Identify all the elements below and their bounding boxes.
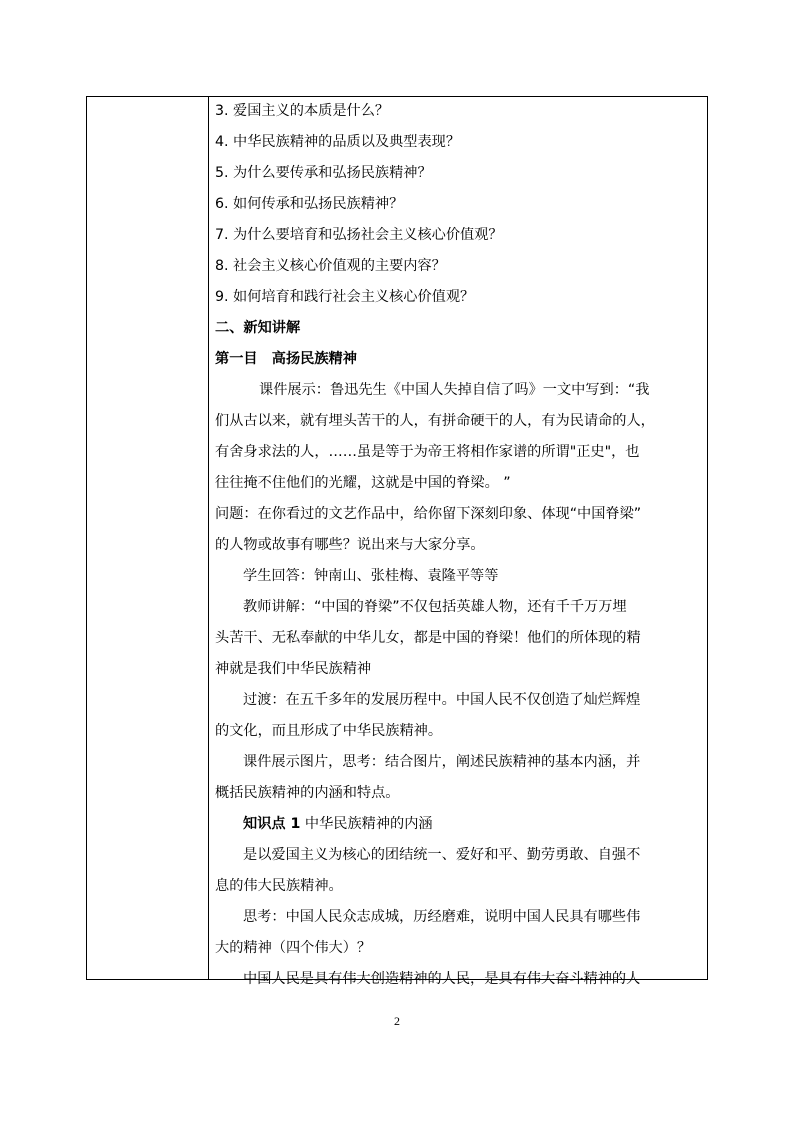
text-line: 7. 为什么要培育和弘扬社会主义核心价值观？ (215, 227, 503, 243)
text-line: 们从古以来，就有埋头苦干的人，有拼命硬干的人，有为民请命的人， (215, 413, 655, 429)
text-line: 神就是我们中华民族精神 (215, 661, 372, 677)
text-line: 5. 为什么要传承和弘扬民族精神？ (215, 165, 432, 181)
text-line: 头苦干、无私奉献的中华儿女，都是中国的脊梁！他们的所体现的精 (215, 630, 641, 646)
lesson-content (215, 96, 701, 995)
text-line: 问题：在你看过的文艺作品中，给你留下深刻印象、体现“中国脊梁” (215, 506, 642, 522)
text-line: 4. 中华民族精神的品质以及典型表现？ (215, 134, 461, 150)
text-line: 二、新知讲解 (215, 320, 301, 336)
text-line: 教师讲解：“中国的脊梁”不仅包括英雄人物，还有千千万万埋 (243, 599, 627, 615)
text-line: 是以爱国主义为核心的团结统一、爱好和平、勤劳勇敢、自强不 (243, 847, 641, 863)
text-line: 往往掩不住他们的光耀，这就是中国的脊梁。 ” (215, 475, 511, 491)
text-line (215, 809, 701, 840)
knowledge-point-label: 知识点 1 (243, 816, 301, 832)
column-divider (208, 96, 209, 980)
text-line: 学生回答：钟南山、张桂梅、袁隆平等等 (243, 568, 499, 584)
text-line: 中国人民是具有伟大创造精神的人民，是具有伟大奋斗精神的人 (243, 971, 641, 987)
text-line: 8. 社会主义核心价值观的主要内容？ (215, 258, 446, 274)
text-line: 3. 爱国主义的本质是什么？ (215, 103, 390, 119)
text-line: 9. 如何培育和践行社会主义核心价值观？ (215, 289, 475, 305)
text-line: 课件展示：鲁迅先生《中国人失掉自信了吗》一文中写到：“我 (259, 382, 650, 398)
text-line: 思考：中国人民众志成城，历经磨难，说明中国人民具有哪些伟 (243, 909, 641, 925)
text-line: 概括民族精神的内涵和特点。 (215, 785, 400, 801)
text-line: 过渡：在五千多年的发展历程中。中国人民不仅创造了灿烂辉煌 (243, 692, 641, 708)
text-line: 6. 如何传承和弘扬民族精神？ (215, 196, 404, 212)
knowledge-point-title: 中华民族精神的内涵 (300, 816, 433, 832)
text-line: 课件展示图片，思考：结合图片，阐述民族精神的基本内涵，并 (243, 754, 641, 770)
text-line: 第一目 高扬民族精神 (215, 351, 357, 367)
text-line: 息的伟大民族精神。 (215, 878, 343, 894)
text-line: 的人物或故事有哪些？说出来与大家分享。 (215, 537, 485, 553)
text-line: 有舍身求法的人，……虽是等于为帝王将相作家谱的所谓"正史"，也 (215, 444, 640, 460)
text-line: 的文化，而且形成了中华民族精神。 (215, 723, 443, 739)
page-number: 2 (394, 1014, 400, 1028)
text-line: 大的精神（四个伟大）？ (215, 940, 372, 956)
